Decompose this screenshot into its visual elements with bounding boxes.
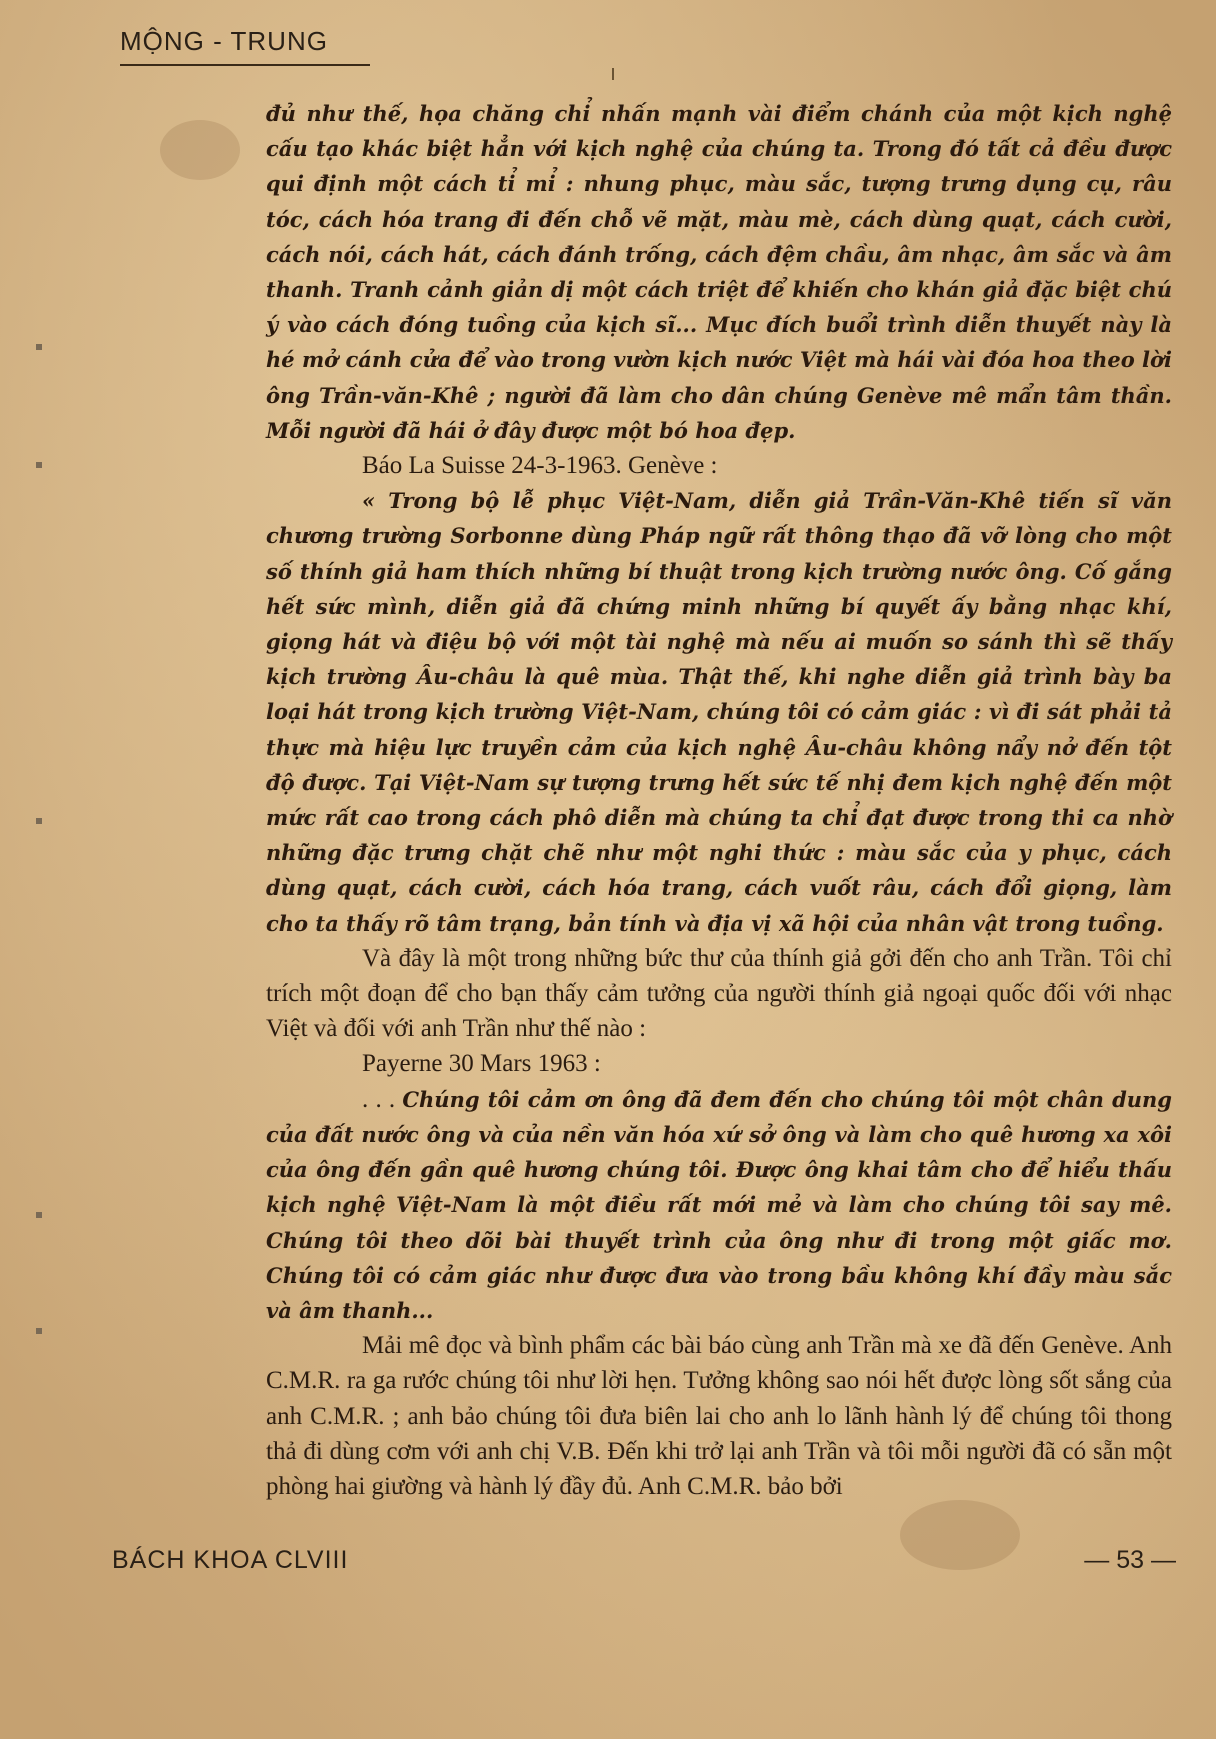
letter-excerpt-text: Chúng tôi cảm ơn ông đã đem đến cho chúng tôi một chân dung của đất nước ông và của nền văn hóa xứ sở ông và làm cho quê hương xa xôi của ông đến gần quê hương chúng tôi. Được ông khai tâm cho để hiểu thấu kịch nghệ Việt-Nam là một điều rất mới mẻ và làm cho chúng tôi say mê. Chúng tôi theo dõi bài thuyết trình của ông như đi trong một giấc mơ. Chúng tôi có cảm giác như được đưa vào trong bầu không khí đầy màu sắc và âm thanh... bbox=[266, 1086, 1172, 1323]
binding-mark bbox=[36, 344, 42, 350]
header-tick-mark bbox=[612, 68, 614, 80]
binding-mark bbox=[36, 818, 42, 824]
article-body bbox=[266, 96, 1172, 1504]
binding-mark bbox=[36, 1212, 42, 1218]
ellipsis-lead: . . . bbox=[362, 1085, 403, 1113]
header-rule bbox=[120, 64, 370, 66]
running-title: MỘNG - TRUNG bbox=[120, 26, 328, 56]
paper-stain bbox=[160, 120, 240, 180]
paragraph-letter-intro: Và đây là một trong những bức thư của thính giả gởi đến cho anh Trần. Tôi chỉ trích một đoạn để cho bạn thấy cảm tưởng của người thính giả ngoại quốc đối với nhạc Việt và đối với anh Trần như thế nào : bbox=[266, 944, 1172, 1043]
paragraph-letter-excerpt bbox=[266, 1082, 1172, 1328]
paragraph-arrival-geneve: Mải mê đọc và bình phẩm các bài báo cùng anh Trần mà xe đã đến Genève. Anh C.M.R. ra ga rước chúng tôi như lời hẹn. Tưởng không sao nói hết được lòng sốt sắng của anh C.M.R. ; anh bảo chúng tôi đưa biên lai cho anh lo lãnh hành lý để chúng tôi thong thả đi dùng cơm với anh chị V.B. Đến khi trở lại anh Trần và tôi mỗi người đã có sẵn một phòng hai giường và hành lý đầy đủ. Anh C.M.R. bảo bởi bbox=[266, 1332, 1172, 1500]
binding-mark bbox=[36, 1328, 42, 1334]
paragraph-review-excerpt: đủ như thế, họa chăng chỉ nhấn mạnh vài điểm chánh của một kịch nghệ cấu tạo khác biệt hẳn với kịch nghệ của chúng ta. Trong đó tất cả đều được qui định một cách tỉ mỉ : nhung phục, màu sắc, tượng trưng dụng cụ, râu tóc, cách hóa trang đi đến chỗ vẽ mặt, màu mè, cách dùng quạt, cách cười, cách nói, cách hát, cách đánh trống, cách đệm chầu, âm nhạc, âm sắc và âm thanh. Tranh cảnh giản dị một cách triệt để khiến cho khán giả đặc biệt chú ý vào cách đóng tuồng của kịch sĩ... Mục đích buổi trình diễn thuyết này là hé mở cánh cửa để vào trong vườn kịch nước Việt mà hái vài đóa hoa theo lời ông Trần-văn-Khê ; người đã làm cho dân chúng Genève mê mẩn tâm thần. Mỗi người đã hái ở đây được một bó hoa đẹp. bbox=[266, 101, 1172, 443]
publication-name: BÁCH KHOA CLVIII bbox=[112, 1546, 349, 1574]
page-number: — 53 — bbox=[1084, 1546, 1176, 1574]
dateline-payerne: Payerne 30 Mars 1963 : bbox=[362, 1050, 601, 1078]
paper-stain bbox=[900, 1500, 1020, 1570]
dateline-la-suisse: Báo La Suisse 24-3-1963. Genève : bbox=[362, 452, 718, 480]
binding-mark bbox=[36, 462, 42, 468]
paragraph-la-suisse-quote: « Trong bộ lễ phục Việt-Nam, diễn giả Trần-Văn-Khê tiến sĩ văn chương trường Sorbonne dùng Pháp ngữ rất thông thạo đã vỡ lòng cho một số thính giả ham thích những bí thuật trong kịch trường nước ông. Cố gắng hết sức mình, diễn giả đã chứng minh những bí quyết ấy bằng nhạc khí, giọng hát và điệu bộ với một tài nghệ mà nếu ai muốn so sánh thì sẽ thấy kịch trường Âu-châu là quê mùa. Thật thế, khi nghe diễn giả trình bày ba loại hát trong kịch trường Việt-Nam, chúng tôi có cảm giác : vì đi sát phải tả thực mà hiệu lực truyền cảm của kịch nghệ Âu-châu không nẩy nở đến tột độ được. Tại Việt-Nam sự tượng trưng hết sức tế nhị đem kịch nghệ đến một mức rất cao trong cách phô diễn mà chúng ta chỉ đạt được trong thi ca nhờ những đặc trưng chặt chẽ như một nghi thức : màu sắc của y phục, cách dùng quạt, cách cười, cách hóa trang, cách vuốt râu, cách đổi giọng, làm cho ta thấy rõ tâm trạng, bản tính và địa vị xã hội của nhân vật trong tuồng. bbox=[266, 488, 1172, 936]
